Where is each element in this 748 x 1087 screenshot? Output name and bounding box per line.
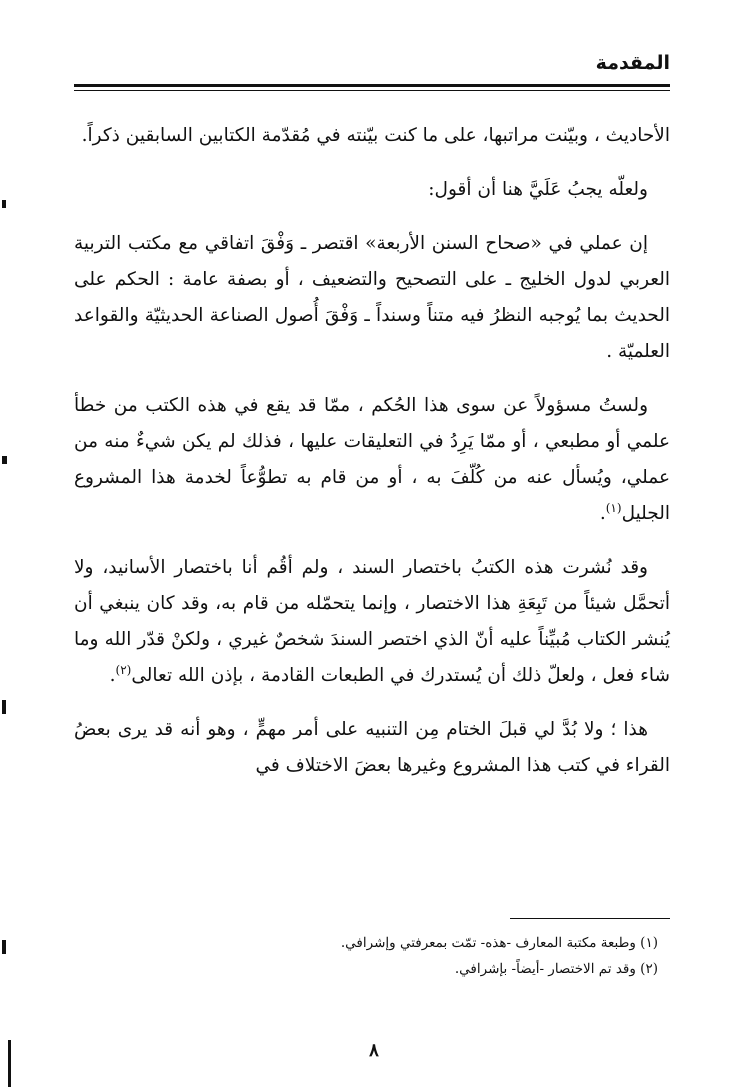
paragraph-5-text: وقد نُشرت هذه الكتبُ باختصار السند ، ولم أقُم أنا باختصار الأسانيد، ولا أتحمَّل شيئاً من تَبِعَةِ هذا الاختصار ، وإنما يتحمّله من قام به، وقد كان ينبغي أن يُنشر الكتاب مُبيِّناً عليه أنّ الذي اختصر السندَ شخصٌ غيري ، ولكنْ قدّر الله وما شاء فعل ، ولعلّ ذلك أن يُستدرك في الطبعات القادمة ، بإذن الله تعالى xyxy=(74,557,670,686)
header-rule-thin xyxy=(74,90,670,91)
page-number: ٨ xyxy=(369,1040,379,1061)
paragraph-4-text: ولستُ مسؤولاً عن سوى هذا الحُكم ، ممّا قد يقع في هذه الكتب من خطأ علمي أو مطبعي ، أو ممّا يَرِدُ في التعليقات عليها ، فذلك لم يكن شيءٌ منه من عملي، ويُسأل عنه من كُلّفَ به ، أو من قام به تطوُّعاً لخدمة هذا المشروع الجليل xyxy=(74,395,670,524)
header-rule-thick xyxy=(74,84,670,87)
scan-edge-mark xyxy=(2,940,6,954)
footnote-separator xyxy=(510,918,670,919)
footnotes xyxy=(74,930,670,982)
scan-edge-mark xyxy=(8,1040,11,1087)
footnote-ref-1[interactable]: (١) xyxy=(605,500,622,515)
scan-edge-mark xyxy=(2,200,6,208)
scan-edge-mark xyxy=(2,456,7,464)
paragraph-4: ولستُ مسؤولاً عن سوى هذا الحُكم ، ممّا قد يقع في هذه الكتب من خطأ علمي أو مطبعي ، أو ممّا يَرِدُ في التعليقات عليها ، فذلك لم يكن شيءٌ منه من عملي، ويُسأل عنه من كُلّفَ به ، أو من قام به تطوُّعاً لخدمة هذا المشروع الجليل$^{(١)}$. xyxy=(74,395,670,524)
footnote-2: (٢) وقد تم الاختصار -أيضاً- بإشرافي. xyxy=(454,961,658,977)
paragraph-5: وقد نُشرت هذه الكتبُ باختصار السند ، ولم أقُم أنا باختصار الأسانيد، ولا أتحمَّل شيئاً من تَبِعَةِ هذا الاختصار ، وإنما يتحمّله من قام به، وقد كان ينبغي أن يُنشر الكتاب مُبيِّناً عليه أنّ الذي اختصر السندَ شخصٌ غيري ، ولكنْ قدّر الله وما شاء فعل ، ولعلّ ذلك أن يُستدرك في الطبعات القادمة ، بإذن الله تعالى$^{(٢)}$. xyxy=(74,557,670,686)
paragraph-3: إن عملي في «صحاح السنن الأربعة» اقتصر ـ وَفْقَ اتفاقي مع مكتب التربية العربي لدول الخليج ـ على التصحيح والتضعيف ، أو بصفة عامة : الحكم على الحديث بما يُوجبه النظرُ فيه متناً وسنداً ـ وَفْقَ أُصول الصناعة الحديثيّة والقواعد العلميّة . xyxy=(74,233,670,362)
scan-edge-mark xyxy=(2,700,6,714)
running-head-title: المقدمة xyxy=(595,52,670,74)
footnote-1: (١) وطبعة مكتبة المعارف -هذه- تمّت بمعرفتي وإشرافي. xyxy=(340,935,658,951)
footnote-ref-2[interactable]: (٢) xyxy=(115,662,132,677)
body-text xyxy=(74,118,670,802)
paragraph-1: الأحاديث ، وبيّنت مراتبها، على ما كنت بيّنته في مُقدّمة الكتابين السابقين ذكراً. xyxy=(81,125,670,146)
paragraph-2: ولعلّه يجبُ عَلَيَّ هنا أن أقول: xyxy=(428,179,648,200)
paragraph-6: هذا ؛ ولا بُدَّ لي قبلَ الختام مِن التنبيه على أمر مهمٍّ ، وهو أنه قد يرى بعضُ القراء في كتب هذا المشروع وغيرها بعضَ الاختلاف في xyxy=(74,719,670,776)
